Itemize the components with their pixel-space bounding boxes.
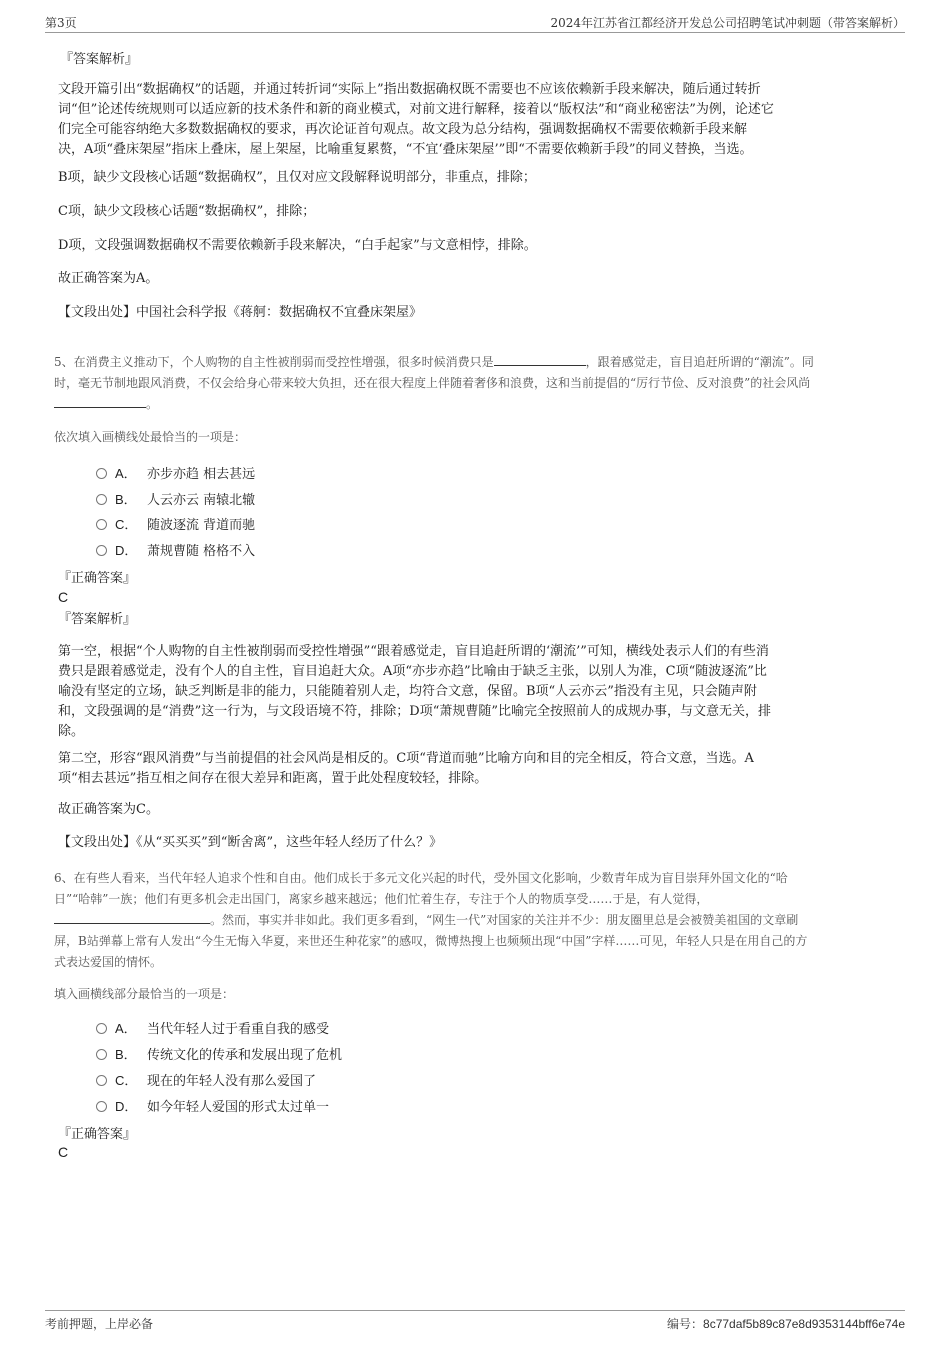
fill-blank [494, 353, 586, 366]
q4-conclusion: 故正确答案为A。 [58, 271, 159, 286]
text-line: 除。 [58, 724, 85, 739]
q5-option-c[interactable]: C． 随波逐流 背道而驰 [96, 516, 255, 535]
text-line: 费只是跟着感觉走，没有个人的自主性，盲目追赶大众。A项“亦步亦趋”比喻由于缺乏主张，以别人为准，C项“随波逐流”比 [58, 664, 767, 679]
text-line: 项“相去甚远”指互相之间存在很大差异和距离，置于此处程度较轻，排除。 [58, 771, 488, 786]
radio-icon[interactable] [96, 1049, 107, 1060]
radio-icon[interactable] [96, 468, 107, 479]
footer-slogan: 考前押题，上岸必备 [45, 1317, 154, 1331]
q4-analysis-para-1 [58, 80, 898, 160]
fill-blank [54, 395, 146, 408]
text-line: 和，文段强调的是“消费”这一行为，与文段语境不符，排除；D项“萧规曹随”比喻完全按照前人的成规办事，与文意无关，排 [58, 704, 772, 719]
text-line: 5、在消费主义推动下，个人购物的自主性被削弱而受控性增强，很多时候消费只是 ，跟着感觉走，盲目追赶所谓的“潮流”。同 [54, 355, 814, 369]
q5-correct-label: 『正确答案』 [58, 571, 137, 586]
radio-icon[interactable] [96, 545, 107, 556]
q6-correct-answer: C [58, 1144, 69, 1160]
q6-option-a[interactable]: A． 当代年轻人过于看重自我的感受 [96, 1020, 329, 1039]
q4-analysis-para-4: D项，文段强调数据确权不需要依赖新手段来解决，“白手起家”与文意相悖，排除。 [58, 238, 537, 253]
text-line: 日”“哈韩”一族；他们有更多机会走出国门，离家乡越来越远；他们忙着生存，专注于个人的物质享受……于是，有人觉得， [54, 892, 709, 906]
page-footer [45, 1310, 905, 1333]
q6-prompt: 填入画横线部分最恰当的一项是： [54, 987, 235, 1001]
text-line: 文段开篇引出“数据确权”的话题，并通过转折词“实际上”指出数据确权既不需要也不应该依赖新手段来解决，随后通过转折 [58, 82, 761, 97]
page-number: 第3页 [45, 16, 77, 30]
text-line: 第二空，形容“跟风消费”与当前提倡的社会风尚是相反的。C项“背道而驰”比喻方向和目的完全相反，符合文意，当选。A [58, 751, 754, 766]
q5-option-d[interactable]: D． 萧规曹随 格格不入 [96, 542, 255, 561]
text-line: 词“但”论述传统规则可以适应新的技术条件和新的商业模式，对前文进行解释，接着以“版权法”和“商业秘密法”为例，论述它 [58, 102, 774, 117]
radio-icon[interactable] [96, 1075, 107, 1086]
text-line: 第一空，根据“个人购物的自主性被削弱而受控性增强”“跟着感觉走，盲目追赶所谓的‘潮流’”可知，横线处表示人们的有些消 [58, 644, 769, 659]
q5-conclusion: 故正确答案为C。 [58, 802, 159, 817]
q4-analysis-label: 『答案解析』 [60, 52, 139, 67]
q5-option-b[interactable]: B． 人云亦云 南辕北辙 [96, 491, 255, 510]
text-line: 。然而，事实并非如此。我们更多看到，“网生一代”对国家的关注并不少：朋友圈里总是会被赞美祖国的文章刷 [54, 910, 904, 931]
text-line: 6、在有些人看来，当代年轻人追求个性和自由。他们成长于多元文化兴起的时代，受外国文化影响，少数青年成为盲目崇拜外国文化的“哈 [54, 871, 788, 885]
radio-icon[interactable] [96, 519, 107, 530]
text-line: 屏，B站弹幕上常有人发出“今生无悔入华夏，来世还生种花家”的感叹，微博热搜上也频频出现“中国”字样……可见，年轻人只是在用自己的方 [54, 934, 808, 948]
q6-option-c[interactable]: C． 现在的年轻人没有那么爱国了 [96, 1072, 316, 1091]
q6-correct-label: 『正确答案』 [58, 1127, 137, 1142]
radio-icon[interactable] [96, 494, 107, 505]
text-line: 们完全可能容纳绝大多数数据确权的要求，再次论证首句观点。故文段为总分结构，强调数据确权不需要依赖新手段来解 [58, 122, 748, 137]
text-line: 。 [54, 394, 904, 415]
q5-analysis-label: 『答案解析』 [58, 612, 137, 627]
page-header [45, 14, 905, 33]
document-title: 2024年江苏省江都经济开发总公司招聘笔试冲刺题（带答案解析） [550, 16, 905, 30]
q5-stem [54, 352, 904, 415]
text-line: 时，毫无节制地跟风消费，不仅会给身心带来较大负担，还在很大程度上伴随着奢侈和浪费，这和当前提倡的“厉行节俭、反对浪费”的社会风尚 [54, 376, 811, 390]
q5-source: 【文段出处】《从“买买买”到“断舍离”，这些年轻人经历了什么？》 [58, 835, 443, 850]
q6-option-d[interactable]: D． 如今年轻人爱国的形式太过单一 [96, 1098, 329, 1117]
document-code: 编号：8c77daf5b89c87e8d9353144bff6e74e [667, 1317, 905, 1331]
q6-stem [54, 868, 904, 973]
text-line: 喻没有坚定的立场，缺乏判断是非的能力，只能随着别人走，均符合文意，保留。B项“人云亦云”指没有主见，只会随声附 [58, 684, 757, 699]
radio-icon[interactable] [96, 1101, 107, 1112]
text-line: 式表达爱国的情怀。 [54, 955, 163, 969]
text-line: 决，A项“叠床架屋”指床上叠床，屋上架屋，比喻重复累赘，“不宜‘叠床架屋’”即“不需要依赖新手段”的同义替换，当选。 [58, 142, 753, 157]
q5-prompt: 依次填入画横线处最恰当的一项是： [54, 430, 247, 444]
radio-icon[interactable] [96, 1023, 107, 1034]
fill-blank [54, 911, 210, 924]
q5-correct-answer: C [58, 589, 69, 605]
q5-analysis-para-2 [58, 749, 898, 789]
q6-option-b[interactable]: B． 传统文化的传承和发展出现了危机 [96, 1046, 342, 1065]
q4-source: 【文段出处】中国社会科学报《蒋舸：数据确权不宜叠床架屋》 [58, 305, 423, 320]
q5-option-a[interactable]: A． 亦步亦趋 相去甚远 [96, 465, 255, 484]
q4-analysis-para-3: C项，缺少文段核心话题“数据确权”，排除； [58, 204, 316, 219]
q4-analysis-para-2: B项，缺少文段核心话题“数据确权”，且仅对应文段解释说明部分，非重点，排除； [58, 170, 536, 185]
q5-analysis-para-1 [58, 642, 898, 742]
